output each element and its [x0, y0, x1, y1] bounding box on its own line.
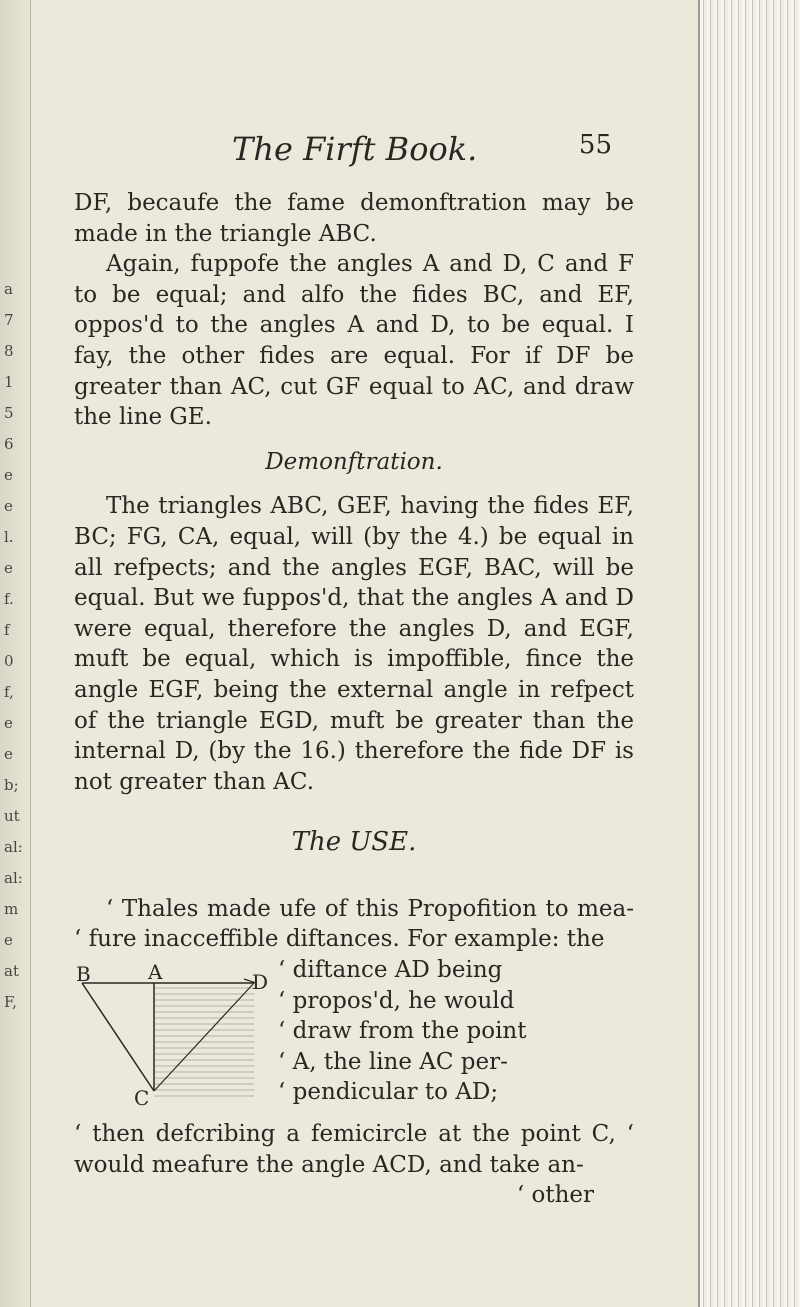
running-header: [232, 130, 612, 176]
use-line-3: ‘ draw from the point: [278, 1018, 527, 1045]
use-line-1: ‘ diftance AD being: [278, 957, 503, 984]
label-b: B: [76, 962, 91, 987]
facing-margin-fragment: 5: [4, 404, 14, 422]
facing-margin-fragment: F,: [4, 993, 17, 1011]
geometry-figure: [74, 960, 269, 1115]
label-c: C: [134, 1086, 150, 1111]
facing-margin-fragment: e: [4, 714, 13, 732]
paragraph-1: DF, becaufe the fame demonftration may be made in the triangle ABC.: [74, 190, 634, 247]
facing-margin-fragment: 6: [4, 435, 14, 453]
facing-margin-fragment: f: [4, 621, 10, 639]
facing-margin-fragment: 1: [4, 373, 14, 391]
header-title: The Firft Book.: [232, 130, 478, 168]
facing-page-edge: [0, 0, 31, 1307]
hatched-area: [154, 983, 254, 1101]
facing-margin-fragment: f,: [4, 683, 14, 701]
facing-margin-fragment: l.: [4, 528, 14, 546]
facing-margin-fragment: ut: [4, 807, 20, 825]
use-line-5: ‘ pendicular to AD;: [278, 1079, 499, 1106]
book-page: [30, 0, 700, 1307]
facing-margin-fragment: e: [4, 466, 13, 484]
facing-margin-fragment: f.: [4, 590, 14, 608]
facing-margin-fragment: at: [4, 962, 19, 980]
page-number: 55: [578, 130, 612, 160]
label-a: A: [148, 960, 163, 985]
facing-margin-fragment: e: [4, 497, 13, 515]
paragraph-2: Again, fuppofe the angles A and D, C and F to be equal; and alfo the fides BC, and EF, oppos'd to the angles A and D, to be equal. I fay, the other fides are equal. For if DF be greater than AC, cut GF equal to AC, and draw the line GE.: [74, 251, 634, 431]
line-bc: [82, 983, 154, 1091]
use-intro: ‘ Thales made ufe of this Propofition to mea- ‘ fure inacceffible diftances. For example: the: [74, 895, 634, 953]
facing-margin-fragment: 8: [4, 342, 14, 360]
figure-drawing: [74, 961, 264, 1115]
label-d: D: [252, 970, 269, 995]
facing-margin-fragment: al:: [4, 869, 23, 887]
facing-margin-fragment: m: [4, 900, 19, 918]
facing-margin-fragment: b;: [4, 776, 19, 794]
catchword: ‘ other: [516, 1182, 594, 1209]
use-line-2: ‘ propos'd, he would: [278, 987, 515, 1014]
facing-margin-fragment: 0: [4, 652, 14, 670]
facing-margin-fragment: e: [4, 745, 13, 763]
book-fore-edge: [698, 0, 800, 1307]
use-line-4: ‘ A, the line AC per-: [278, 1048, 508, 1075]
page-body: [74, 188, 634, 1211]
facing-margin-fragment: e: [4, 559, 13, 577]
facing-margin-fragment: al:: [4, 838, 23, 856]
demonstration-heading: Demonftration.: [265, 448, 443, 475]
use-rest: ‘ then defcribing a femicircle at the point C, ‘ would meafure the angle ACD, and take an-: [74, 1121, 634, 1178]
facing-margin-fragment: 7: [4, 311, 14, 329]
facing-margin-fragment: e: [4, 931, 13, 949]
demonstration-text: The triangles ABC, GEF, having the fides EF, BC; FG, CA, equal, will (by the 4.) be equal in all refpects; and the angles EGF, BAC, will be equal. But we fuppos'd, that the angles A and D were equal, therefore the angles D, and EGF, muft be equal, which is impoffible, fince the angle EGF, being the external angle in refpect of the triangle EGD, muft be greater than the internal D, (by the 16.) therefore the fide DF is not greater than AC.: [74, 493, 634, 795]
facing-margin-fragment: a: [4, 280, 13, 298]
use-heading: The USE.: [291, 827, 417, 858]
